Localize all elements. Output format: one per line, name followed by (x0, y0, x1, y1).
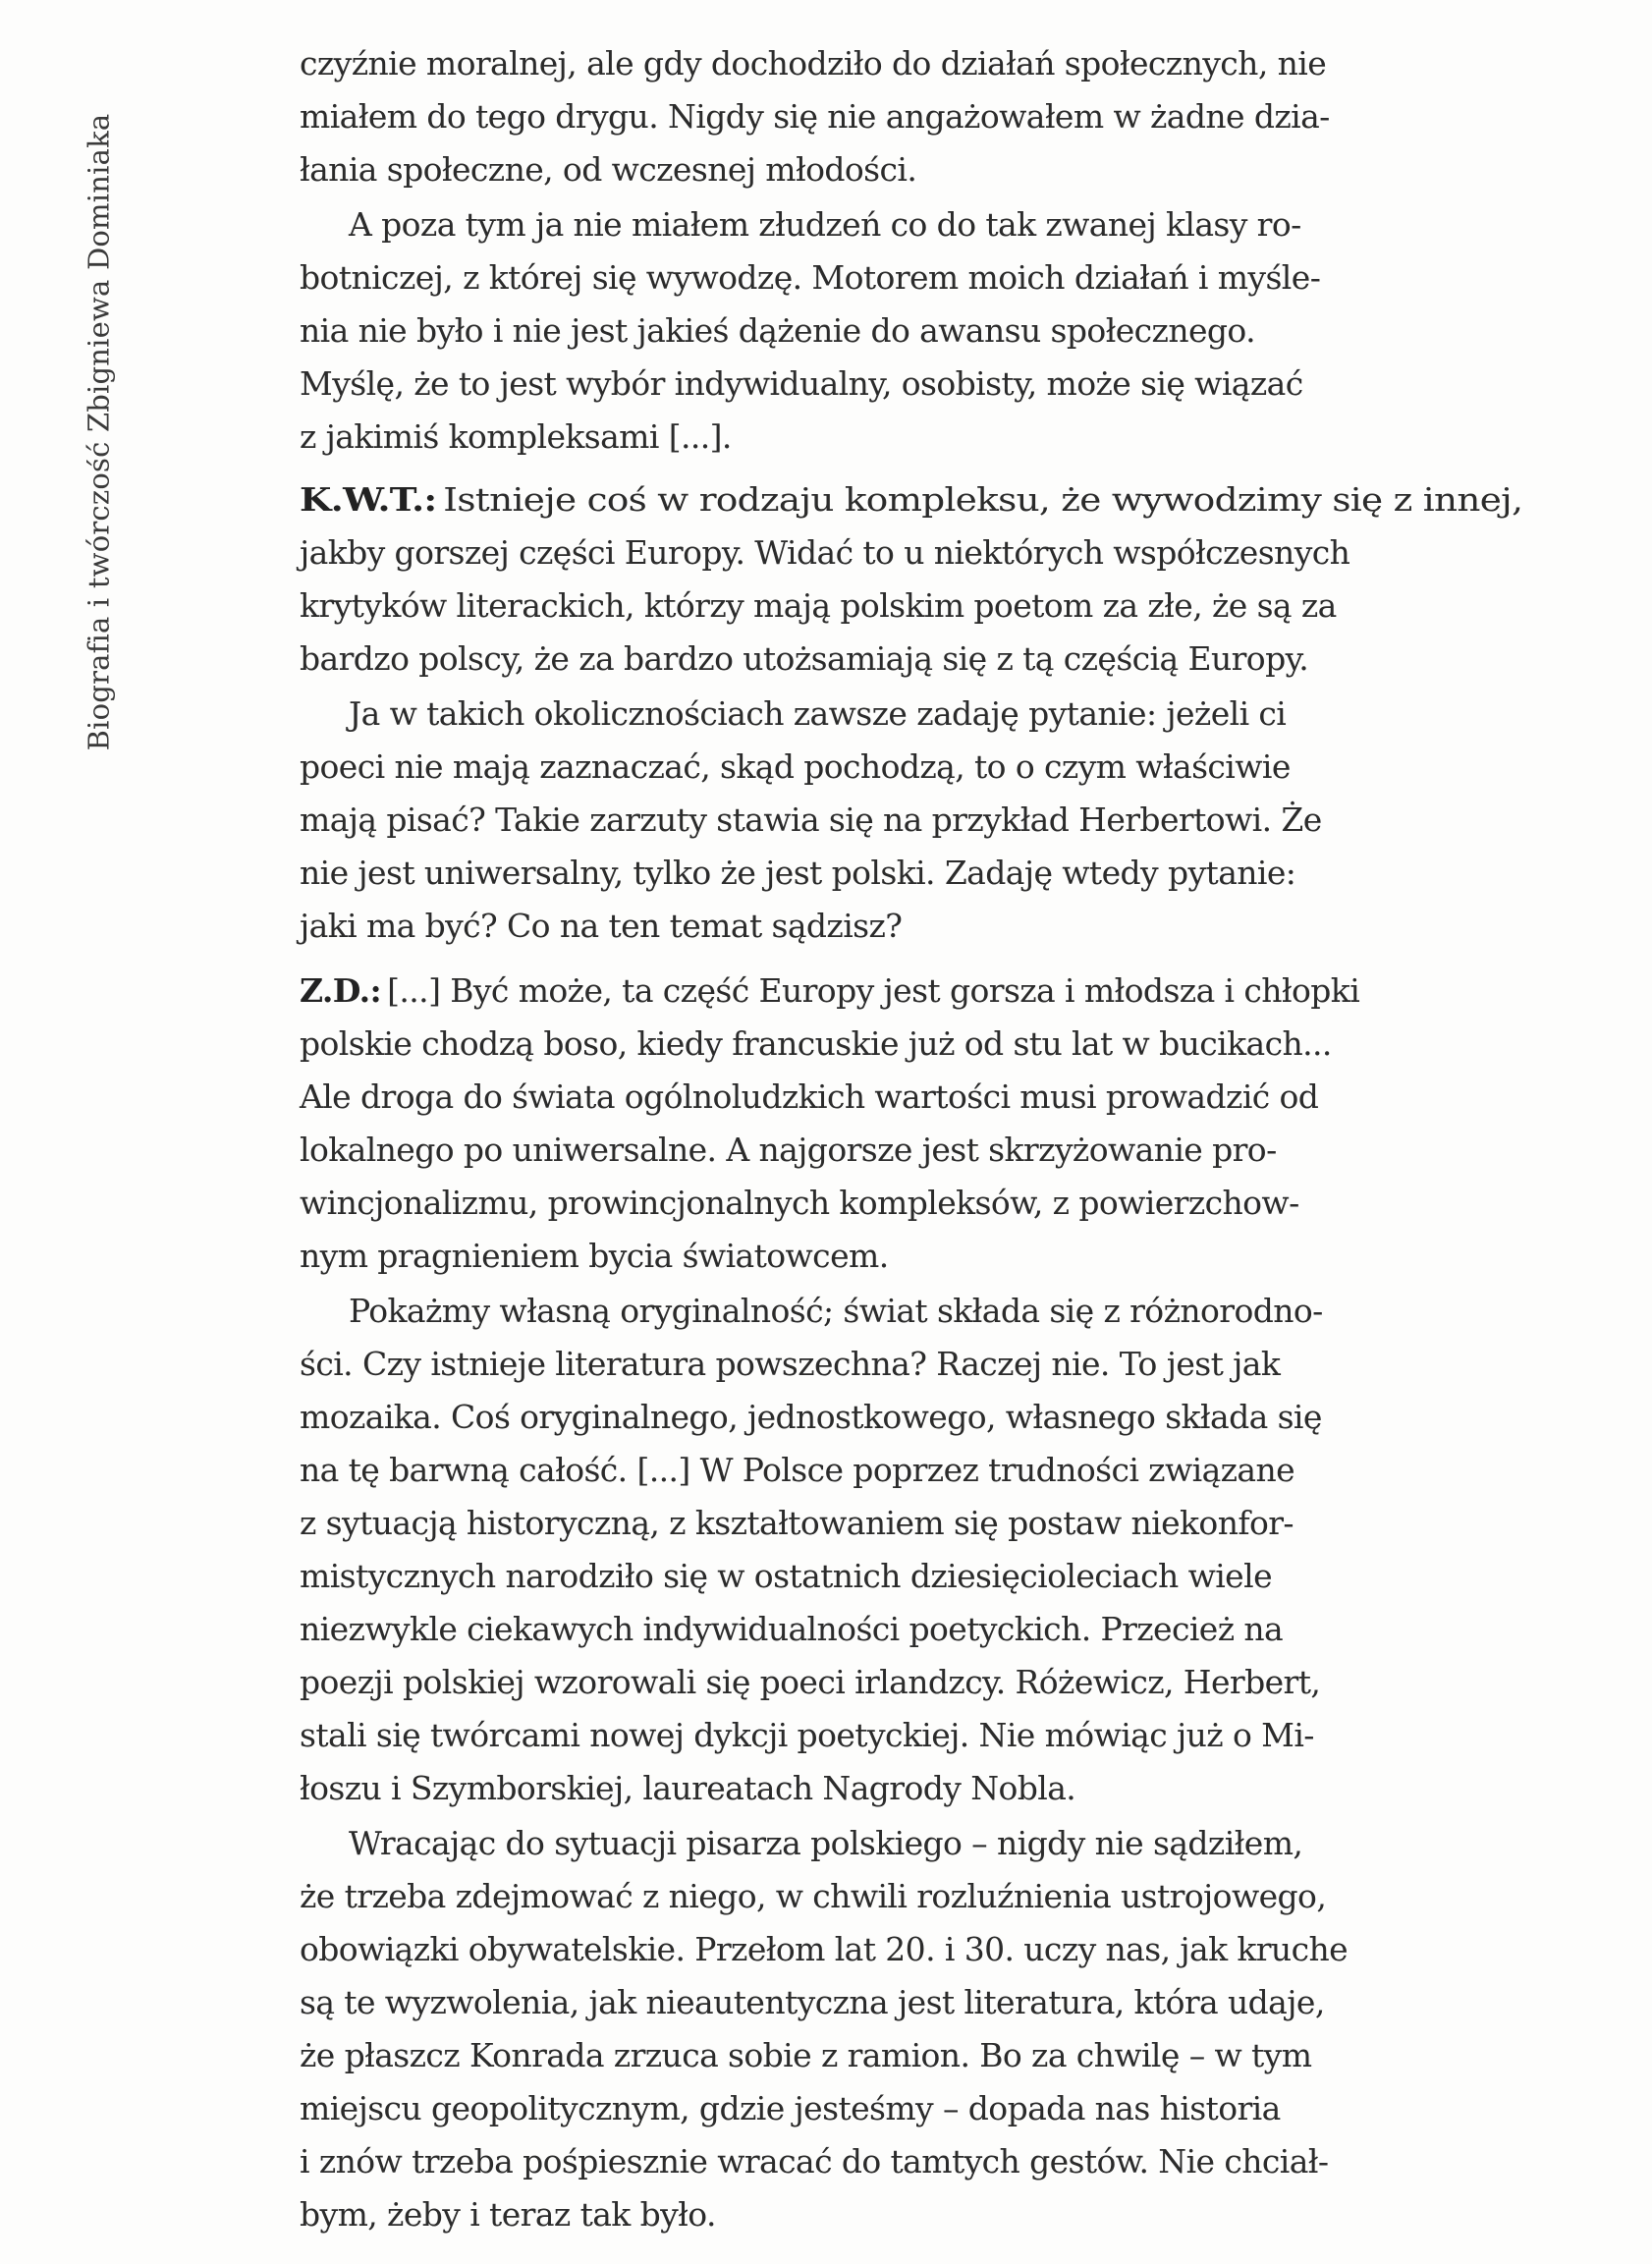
text-line: łoszu i Szymborskiej, laureatach Nagrody Nobla. (300, 1769, 1076, 1807)
text-line: Ja w takich okolicznościach zawsze zadaję pytanie: jeżeli ci (349, 694, 1287, 733)
speaker-label: K.W.T.: (300, 480, 437, 519)
text-line: poeci nie mają zaznaczać, skąd pochodzą, to o czym właściwie (300, 747, 1291, 786)
text-line: czyźnie moralnej, ale gdy dochodziło do działań społecznych, nie (300, 44, 1327, 83)
text-run: Istnieje coś w rodzaju kompleksu, że wywodzimy się z innej, (443, 480, 1523, 519)
text-line: stali się twórcami nowej dykcji poetyckiej. Nie mówiąc już o Mi- (300, 1716, 1314, 1754)
text-line: mają pisać? Takie zarzuty stawia się na przykład Herbertowi. Że (300, 801, 1322, 839)
text-line: polskie chodzą boso, kiedy francuskie już od stu lat w bucikach... (300, 1024, 1332, 1063)
text-line: A poza tym ja nie miałem złudzeń co do tak zwanej klasy ro- (349, 205, 1301, 244)
text-line: ści. Czy istnieje literatura powszechna? Raczej nie. To jest jak (300, 1345, 1281, 1383)
text-line: niezwykle ciekawych indywidualności poetyckich. Przecież na (300, 1610, 1284, 1648)
text-line: poezji polskiej wzorowali się poeci irlandzcy. Różewicz, Herbert, (300, 1663, 1321, 1701)
text-line: że płaszcz Konrada zrzuca sobie z ramion. Bo za chwilę – w tym (300, 2036, 1312, 2074)
speaker-label: Z.D.: (300, 971, 382, 1010)
text-line: bym, żeby i teraz tak było. (300, 2195, 716, 2234)
running-header (69, 39, 128, 825)
text-line: nym pragnieniem bycia światowcem. (300, 1237, 889, 1275)
dialogue-line (300, 473, 1522, 526)
text-line: na tę barwną całość. [...] W Polsce poprzez trudności związane (300, 1451, 1295, 1489)
text-line: krytyków literackich, którzy mają polskim poetom za złe, że są za (300, 586, 1337, 625)
text-line: miejscu geopolitycznym, gdzie jesteśmy – dopada nas historia (300, 2089, 1281, 2127)
text-line: że trzeba zdejmować z niego, w chwili rozluźnienia ustrojowego, (300, 1877, 1327, 1915)
running-header-text: Biografia i twórczość Zbigniewa Dominiaka (82, 113, 115, 751)
text-line: bardzo polscy, że za bardzo utożsamiają się z tą częścią Europy. (300, 639, 1309, 678)
text-line: mozaika. Coś oryginalnego, jednostkowego, własnego składa się (300, 1398, 1322, 1436)
text-line: z sytuacją historyczną, z kształtowaniem się postaw niekonfor- (300, 1504, 1294, 1542)
text-line: nie jest uniwersalny, tylko że jest polski. Zadaję wtedy pytanie: (300, 854, 1296, 892)
text-line: łania społeczne, od wczesnej młodości. (300, 150, 917, 189)
text-line: Wracając do sytuacji pisarza polskiego – nigdy nie sądziłem, (349, 1824, 1303, 1862)
text-line: lokalnego po uniwersalne. A najgorsze jest skrzyżowanie pro- (300, 1131, 1277, 1169)
text-line: miałem do tego drygu. Nigdy się nie angażowałem w żadne dzia- (300, 97, 1330, 136)
text-line: obowiązki obywatelskie. Przełom lat 20. i 30. uczy nas, jak kruche (300, 1930, 1349, 1968)
text-line: są te wyzwolenia, jak nieautentyczna jest literatura, która udaje, (300, 1983, 1325, 2021)
dialogue-line (300, 965, 1359, 1018)
text-line: z jakimiś kompleksami [...]. (300, 417, 732, 456)
text-line: jakby gorszej części Europy. Widać to u niektórych współczesnych (300, 533, 1350, 572)
text-run: [...] Być może, ta część Europy jest gorsza i młodsza i chłopki (387, 971, 1360, 1010)
text-line: mistycznych narodziło się w ostatnich dziesięcioleciach wiele (300, 1557, 1272, 1595)
text-line: jaki ma być? Co na ten temat sądzisz? (300, 907, 903, 945)
text-line: Pokażmy własną oryginalność; świat składa się z różnorodno- (349, 1292, 1323, 1330)
text-line: i znów trzeba pośpiesznie wracać do tamtych gestów. Nie chciał- (300, 2142, 1329, 2181)
text-line: Ale droga do świata ogólnoludzkich wartości musi prowadzić od (300, 1077, 1319, 1116)
text-line: botniczej, z której się wywodzę. Motorem moich działań i myśle- (300, 258, 1321, 297)
text-line: wincjonalizmu, prowincjonalnych kompleksów, z powierzchow- (300, 1184, 1299, 1222)
text-line: Myślę, że to jest wybór indywidualny, osobisty, może się wiązać (300, 364, 1303, 403)
text-line: nia nie było i nie jest jakieś dążenie do awansu społecznego. (300, 311, 1256, 350)
